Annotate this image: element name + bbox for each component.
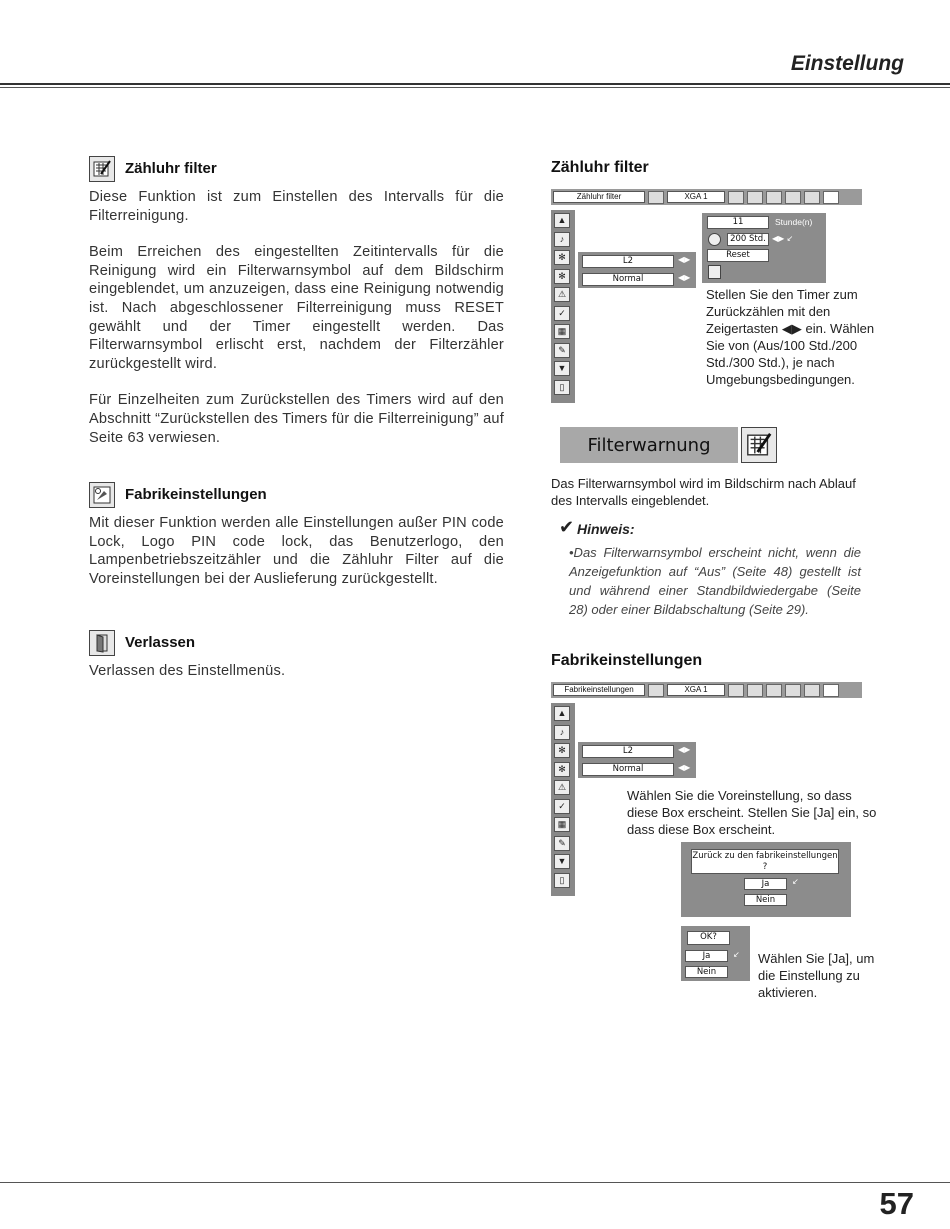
page-header-title: Einstellung bbox=[790, 52, 904, 75]
interval-value: 200 Std. bbox=[727, 233, 769, 246]
no-button: Nein bbox=[685, 966, 728, 978]
filter-icon bbox=[823, 684, 839, 697]
fan-icon: ✻ bbox=[554, 762, 570, 777]
left-right-arrow-icon: ◀▶ bbox=[678, 255, 691, 264]
paragraph: Beim Erreichen des eingestellten Zeitintervalls für die Reinigung wird ein Filterwarnsymbol auf dem Bildschirm eingeblendet, um anzuzeigen, dass eine Reinigung notwendig ist. Nach abgeschlossener Filterreinigung muss RESET gewählt und der Timer eingestellt werden. Das Filterwarnsymbol erlischt erst, nachdem der Filterzähler zurückgestellt wird. bbox=[89, 244, 504, 372]
warning-icon: ⚠ bbox=[554, 780, 570, 795]
factory-icon: ✎ bbox=[554, 343, 570, 358]
key-icon: ♪ bbox=[554, 725, 570, 740]
info-icon bbox=[804, 191, 820, 204]
clock-icon bbox=[708, 233, 721, 246]
menu-bar bbox=[551, 189, 862, 205]
timer-value: 11 bbox=[707, 216, 769, 229]
input-label: XGA 1 bbox=[667, 191, 725, 203]
up-arrow-icon: ▲ bbox=[554, 213, 570, 228]
pointer-icon: ↙ bbox=[733, 950, 740, 959]
yes-button: Ja bbox=[744, 878, 787, 890]
fan-icon: ✻ bbox=[554, 743, 570, 758]
timer-caption: Stellen Sie den Timer zum Zurückzählen mit den Zeigertasten ◀▶ ein. Wählen Sie von (Aus/100 Std./200 Std./300 Std.), je nach Umgebungsbedingungen. bbox=[706, 287, 875, 387]
image-icon bbox=[648, 684, 664, 697]
pointer-icon: ↙ bbox=[792, 877, 799, 886]
image-icon bbox=[648, 191, 664, 204]
section-title-fabrik: Fabrikeinstellungen bbox=[125, 486, 267, 503]
paragraph: Für Einzelheiten zum Zurückstellen des Timers wird auf den Abschnitt “Zurückstellen des Timers für die Filterreinigung” auf Seite 63 verwiesen. bbox=[89, 392, 504, 446]
filter-warning-icon bbox=[741, 427, 777, 463]
check-icon: ✓ bbox=[554, 306, 570, 321]
fabrik-caption: Wählen Sie die Voreinstellung, so dass diese Box erscheint. Stellen Sie [Ja] ein, so dass diese Box erscheint. bbox=[627, 788, 877, 837]
exit-icon: ▯ bbox=[554, 873, 570, 888]
option-row: Normal bbox=[582, 273, 674, 286]
exit-door-icon bbox=[89, 630, 115, 656]
warning-caption: Das Filterwarnsymbol wird im Bildschirm nach Ablauf des Intervalls eingeblendet. bbox=[551, 476, 856, 508]
down-arrow-icon: ▼ bbox=[554, 361, 570, 376]
left-right-arrow-icon: ◀▶ ↙ bbox=[772, 234, 794, 243]
tools-icon bbox=[766, 684, 782, 697]
warning-icon: ⚠ bbox=[554, 287, 570, 302]
option-row: L2 bbox=[582, 255, 674, 268]
reset-button: Reset bbox=[707, 249, 769, 262]
note-title: Hinweis: bbox=[577, 521, 635, 537]
picture-icon bbox=[785, 684, 801, 697]
screen-icon bbox=[728, 684, 744, 697]
right-title-zaehluhr: Zähluhr filter bbox=[551, 159, 649, 176]
option-row: Normal bbox=[582, 763, 674, 776]
fan-icon: ✻ bbox=[554, 250, 570, 265]
no-button: Nein bbox=[744, 894, 787, 906]
filter-warning-label: Filterwarnung bbox=[560, 427, 738, 463]
picture-icon bbox=[785, 191, 801, 204]
ok-label: OK? bbox=[687, 931, 730, 945]
filter-counter-icon bbox=[89, 156, 115, 182]
yes-button: Ja bbox=[685, 950, 728, 962]
ok-caption: Wählen Sie [Ja], um die Einstellung zu aktivieren. bbox=[758, 951, 875, 1000]
left-right-arrow-icon: ◀▶ bbox=[678, 273, 691, 282]
menu-label: Zähluhr filter bbox=[553, 191, 645, 203]
screen-icon bbox=[728, 191, 744, 204]
section-title-zaehluhr: Zähluhr filter bbox=[125, 160, 217, 177]
footer-divider bbox=[0, 1182, 950, 1183]
verlassen-description: Verlassen des Einstellmenüs. bbox=[89, 663, 286, 679]
menu-bar bbox=[551, 682, 862, 698]
settings-icon bbox=[747, 684, 763, 697]
menu-sidebar bbox=[551, 210, 575, 403]
timer-unit: Stunde(n) bbox=[775, 217, 813, 227]
left-right-arrow-icon: ◀▶ bbox=[678, 763, 691, 772]
filter-icon: ▦ bbox=[554, 817, 570, 832]
right-title-fabrik: Fabrikeinstellungen bbox=[551, 652, 703, 669]
option-row: L2 bbox=[582, 745, 674, 758]
factory-icon: ✎ bbox=[554, 836, 570, 851]
page-number: 57 bbox=[879, 1186, 914, 1221]
input-label: XGA 1 bbox=[667, 684, 725, 696]
menu-label: Fabrikeinstellungen bbox=[553, 684, 645, 696]
key-icon: ♪ bbox=[554, 232, 570, 247]
fan-icon: ✻ bbox=[554, 269, 570, 284]
menu-sidebar bbox=[551, 703, 575, 896]
up-arrow-icon: ▲ bbox=[554, 706, 570, 721]
exit-icon: ▯ bbox=[554, 380, 570, 395]
header-divider bbox=[0, 83, 950, 85]
zaehluhr-description bbox=[89, 188, 504, 447]
left-right-arrow-icon: ◀▶ bbox=[678, 745, 691, 754]
down-arrow-icon: ▼ bbox=[554, 854, 570, 869]
exit-icon bbox=[708, 265, 721, 279]
paragraph: Diese Funktion ist zum Einstellen des Intervalls für die Filterreinigung. bbox=[89, 189, 504, 224]
tools-icon bbox=[766, 191, 782, 204]
dialog-title: Zurück zu den fabrikeinstellungen ? bbox=[692, 851, 838, 872]
factory-default-icon bbox=[89, 482, 115, 508]
section-title-verlassen: Verlassen bbox=[125, 634, 196, 651]
header-divider-thin bbox=[0, 87, 950, 88]
fabrik-description: Mit dieser Funktion werden alle Einstellungen außer PIN code Lock, Logo PIN code lock, das Benutzerlogo, den Lampenbetriebszeitzähler und die Zähluhr Filter auf die Voreinstellungen bei der Auslieferung zurückgestellt. bbox=[89, 515, 504, 587]
check-mark-icon: ✔ bbox=[559, 517, 575, 537]
filter-icon: ▦ bbox=[554, 324, 570, 339]
check-icon: ✓ bbox=[554, 799, 570, 814]
filter-icon bbox=[823, 191, 839, 204]
settings-icon bbox=[747, 191, 763, 204]
note-text: •Das Filterwarnsymbol erscheint nicht, wenn die Anzeigefunktion auf “Aus” (Seite 48) gestellt ist und während einer Standbildwiedergabe (Seite 28) oder einer Bildabschaltung (Seite 29). bbox=[569, 545, 861, 617]
info-icon bbox=[804, 684, 820, 697]
